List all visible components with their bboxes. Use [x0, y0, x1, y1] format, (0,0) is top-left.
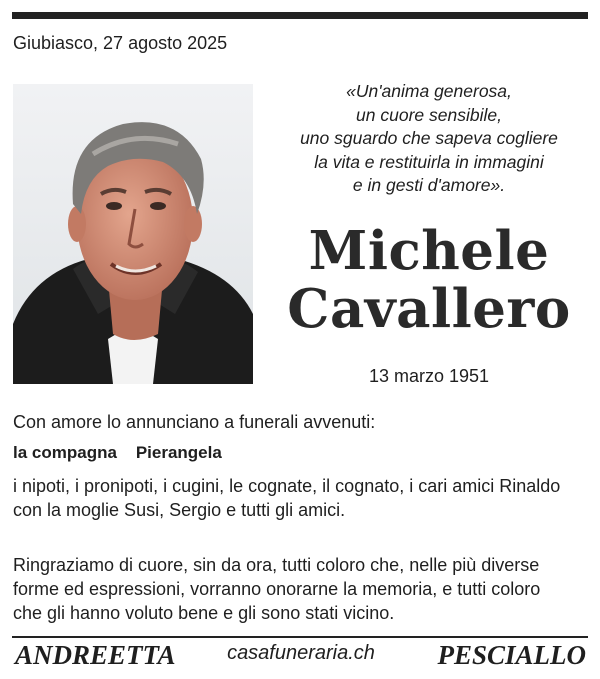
- thanks-line: Ringraziamo di cuore, sin da ora, tutti coloro che, nelle più diverse: [13, 555, 540, 575]
- companion-name: Pierangela: [135, 443, 222, 462]
- relatives-line: i nipoti, i pronipoti, i cugini, le cognate, il cognato, i cari amici Rinaldo: [13, 476, 561, 496]
- relatives-line: con la moglie Susi, Sergio e tutti gli amici.: [13, 500, 346, 520]
- last-name: Cavallero: [287, 278, 571, 340]
- quote-line: e in gesti d'amore».: [352, 175, 506, 195]
- date-line: Giubiasco, 27 agosto 2025: [13, 33, 228, 53]
- top-rule: [12, 12, 588, 19]
- bottom-rule: [12, 636, 588, 638]
- portrait-photo: [13, 84, 253, 384]
- funeral-home-website[interactable]: casafuneraria.ch: [227, 642, 375, 664]
- memorial-quote: [258, 80, 600, 198]
- deceased-name: [258, 222, 600, 338]
- announcement-intro: Con amore lo annunciano a funerali avvenuti:: [13, 412, 376, 432]
- first-name: Michele: [308, 220, 550, 282]
- thanks-paragraph: [13, 553, 593, 625]
- quote-line: uno sguardo che sapeva cogliere: [300, 128, 558, 148]
- thanks-line: che gli hanno voluto bene e gli sono stati vicino.: [13, 603, 395, 623]
- quote-line: un cuore sensibile,: [356, 104, 502, 125]
- quote-line: «Un'anima generosa,: [346, 81, 512, 101]
- funeral-home-left: ANDREETTA: [15, 640, 176, 670]
- funeral-home-right: PESCIALLO: [437, 640, 586, 670]
- thanks-line: forme ed espressioni, vorranno onorarne la memoria, e tutti coloro: [13, 579, 541, 599]
- portrait-illustration: [13, 84, 253, 384]
- quote-line: la vita e restituirla in immagini: [314, 151, 544, 172]
- relatives-paragraph: [13, 474, 593, 522]
- companion-label: la compagna: [13, 443, 117, 462]
- birth-date: 13 marzo 1951: [368, 366, 490, 386]
- companion-line: [13, 443, 222, 463]
